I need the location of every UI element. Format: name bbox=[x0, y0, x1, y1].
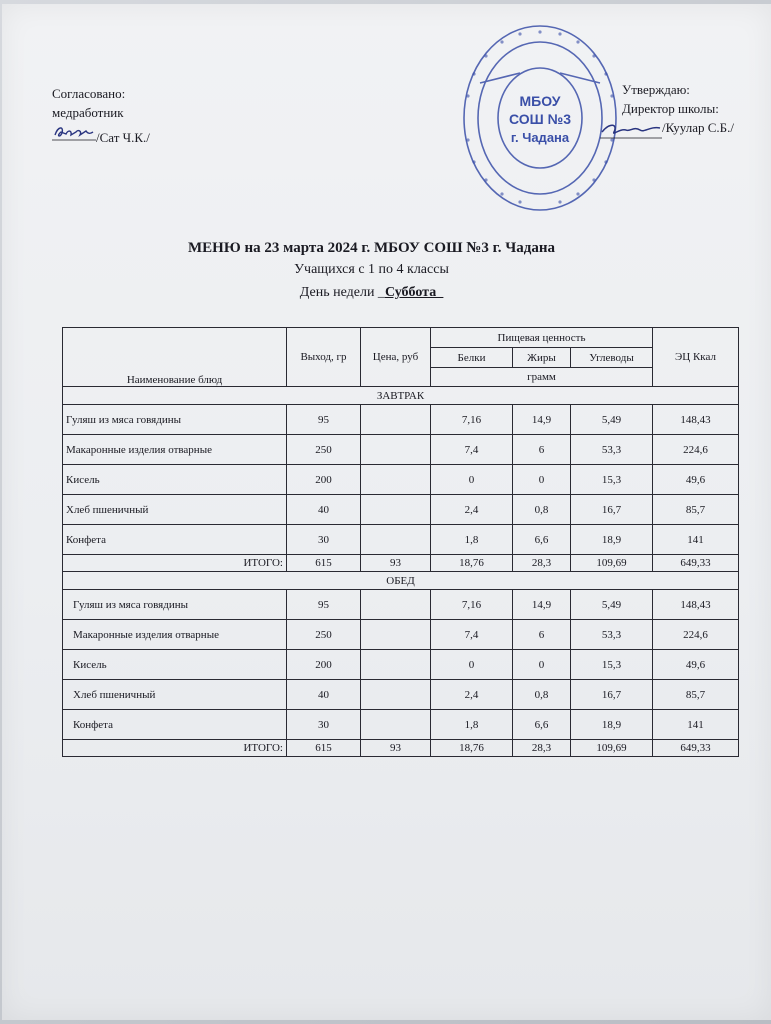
total-price: 93 bbox=[361, 555, 431, 572]
stamp-line-3: г. Чадана bbox=[510, 130, 570, 145]
total-price: 93 bbox=[361, 740, 431, 757]
cell-carbs: 15,3 bbox=[571, 465, 653, 495]
total-fats: 28,3 bbox=[513, 740, 571, 757]
approval-left-name: /Сат Ч.К./ bbox=[96, 130, 150, 145]
cell-output: 95 bbox=[287, 405, 361, 435]
cell-fats: 6 bbox=[513, 435, 571, 465]
dish-name: Конфета bbox=[63, 710, 287, 740]
dish-name: Конфета bbox=[63, 525, 287, 555]
right-signature-scribble-icon bbox=[600, 118, 662, 140]
cell-proteins: 7,4 bbox=[431, 435, 513, 465]
cell-fats: 6,6 bbox=[513, 525, 571, 555]
cell-proteins: 7,4 bbox=[431, 620, 513, 650]
header-price: Цена, руб bbox=[361, 328, 431, 387]
cell-fats: 0,8 bbox=[513, 680, 571, 710]
dish-name: Гуляш из мяса говядины bbox=[63, 405, 287, 435]
cell-price bbox=[361, 465, 431, 495]
dish-name: Макаронные изделия отварные bbox=[63, 435, 287, 465]
total-label: ИТОГО: bbox=[63, 740, 287, 757]
cell-output: 250 bbox=[287, 435, 361, 465]
cell-energy: 224,6 bbox=[653, 435, 739, 465]
cell-output: 200 bbox=[287, 465, 361, 495]
dish-name: Хлеб пшеничный bbox=[63, 495, 287, 525]
cell-output: 95 bbox=[287, 590, 361, 620]
total-proteins: 18,76 bbox=[431, 555, 513, 572]
total-output: 615 bbox=[287, 740, 361, 757]
approval-right-name: /Куулар С.Б./ bbox=[662, 119, 734, 135]
table-row bbox=[63, 525, 739, 555]
cell-carbs: 15,3 bbox=[571, 650, 653, 680]
weekday-value: Суббота_ bbox=[384, 285, 444, 300]
dish-name: Кисель bbox=[63, 650, 287, 680]
menu-table-body bbox=[63, 387, 739, 757]
cell-energy: 148,43 bbox=[653, 405, 739, 435]
total-row bbox=[63, 555, 739, 572]
cell-proteins: 0 bbox=[431, 465, 513, 495]
cell-price bbox=[361, 495, 431, 525]
total-carbs: 109,69 bbox=[571, 740, 653, 757]
cell-energy: 85,7 bbox=[653, 680, 739, 710]
cell-fats: 14,9 bbox=[513, 405, 571, 435]
cell-fats: 0 bbox=[513, 465, 571, 495]
cell-energy: 49,6 bbox=[653, 650, 739, 680]
cell-energy: 49,6 bbox=[653, 465, 739, 495]
cell-output: 200 bbox=[287, 650, 361, 680]
cell-energy: 85,7 bbox=[653, 495, 739, 525]
cell-energy: 141 bbox=[653, 525, 739, 555]
cell-carbs: 53,3 bbox=[571, 620, 653, 650]
cell-price bbox=[361, 650, 431, 680]
table-row bbox=[63, 405, 739, 435]
header-energy: ЭЦ Ккал bbox=[653, 328, 739, 387]
cell-proteins: 1,8 bbox=[431, 525, 513, 555]
header-name: Наименование блюд bbox=[63, 328, 287, 387]
section-title: ОБЕД bbox=[63, 572, 739, 590]
approval-left bbox=[52, 84, 150, 147]
page-subtitle: Учащихся с 1 по 4 классы bbox=[294, 262, 449, 277]
dish-name: Хлеб пшеничный bbox=[63, 680, 287, 710]
dish-name: Кисель bbox=[63, 465, 287, 495]
total-output: 615 bbox=[287, 555, 361, 572]
menu-table bbox=[62, 327, 739, 757]
cell-energy: 148,43 bbox=[653, 590, 739, 620]
menu-table-header bbox=[63, 328, 739, 387]
cell-carbs: 53,3 bbox=[571, 435, 653, 465]
header-output: Выход, гр bbox=[287, 328, 361, 387]
cell-proteins: 1,8 bbox=[431, 710, 513, 740]
approval-right-signature-row bbox=[600, 118, 734, 140]
cell-energy: 224,6 bbox=[653, 620, 739, 650]
cell-price bbox=[361, 590, 431, 620]
cell-output: 30 bbox=[287, 710, 361, 740]
weekday-line bbox=[0, 285, 757, 301]
dish-name: Гуляш из мяса говядины bbox=[63, 590, 287, 620]
weekday-label: День недели _ bbox=[299, 285, 385, 300]
table-row bbox=[63, 465, 739, 495]
cell-carbs: 16,7 bbox=[571, 680, 653, 710]
header-nutrition: Пищевая ценность bbox=[431, 328, 653, 348]
left-signature bbox=[52, 122, 96, 147]
table-row bbox=[63, 620, 739, 650]
header-fats: Жиры bbox=[513, 348, 571, 368]
total-row bbox=[63, 740, 739, 757]
cell-output: 30 bbox=[287, 525, 361, 555]
menu-sheet bbox=[2, 4, 771, 1020]
total-proteins: 18,76 bbox=[431, 740, 513, 757]
header-carbs: Углеводы bbox=[571, 348, 653, 368]
cell-fats: 6,6 bbox=[513, 710, 571, 740]
total-energy: 649,33 bbox=[653, 740, 739, 757]
cell-carbs: 16,7 bbox=[571, 495, 653, 525]
approval-right bbox=[622, 80, 719, 118]
approval-left-signature-row bbox=[52, 122, 150, 147]
cell-fats: 0 bbox=[513, 650, 571, 680]
cell-proteins: 0 bbox=[431, 650, 513, 680]
cell-carbs: 5,49 bbox=[571, 405, 653, 435]
cell-price bbox=[361, 435, 431, 465]
cell-proteins: 7,16 bbox=[431, 590, 513, 620]
table-row bbox=[63, 650, 739, 680]
table-row bbox=[63, 495, 739, 525]
cell-proteins: 2,4 bbox=[431, 495, 513, 525]
cell-output: 40 bbox=[287, 680, 361, 710]
total-label: ИТОГО: bbox=[63, 555, 287, 572]
cell-price bbox=[361, 405, 431, 435]
header-unit: грамм bbox=[431, 368, 653, 387]
cell-fats: 14,9 bbox=[513, 590, 571, 620]
cell-output: 250 bbox=[287, 620, 361, 650]
table-row bbox=[63, 710, 739, 740]
total-fats: 28,3 bbox=[513, 555, 571, 572]
stamp-line-1: МБОУ bbox=[519, 93, 561, 109]
cell-carbs: 5,49 bbox=[571, 590, 653, 620]
approval-right-label: Утверждаю: bbox=[622, 82, 690, 97]
cell-price bbox=[361, 680, 431, 710]
cell-price bbox=[361, 710, 431, 740]
page-title: МЕНЮ на 23 марта 2024 г. МБОУ СОШ №3 г. Чадана bbox=[187, 240, 555, 256]
school-seal-stamp bbox=[460, 18, 620, 218]
cell-fats: 6 bbox=[513, 620, 571, 650]
cell-carbs: 18,9 bbox=[571, 710, 653, 740]
cell-output: 40 bbox=[287, 495, 361, 525]
section-title: ЗАВТРАК bbox=[63, 387, 739, 405]
total-carbs: 109,69 bbox=[571, 555, 653, 572]
cell-fats: 0,8 bbox=[513, 495, 571, 525]
cell-energy: 141 bbox=[653, 710, 739, 740]
cell-proteins: 2,4 bbox=[431, 680, 513, 710]
approval-left-label: Согласовано: bbox=[52, 86, 126, 101]
table-row bbox=[63, 590, 739, 620]
dish-name: Макаронные изделия отварные bbox=[63, 620, 287, 650]
cell-price bbox=[361, 620, 431, 650]
cell-proteins: 7,16 bbox=[431, 405, 513, 435]
header-proteins: Белки bbox=[431, 348, 513, 368]
table-row bbox=[63, 680, 739, 710]
cell-carbs: 18,9 bbox=[571, 525, 653, 555]
approval-left-role: медработник bbox=[52, 105, 124, 120]
stamp-line-2: СОШ №3 bbox=[508, 111, 572, 127]
approval-right-role: Директор школы: bbox=[622, 101, 719, 116]
left-signature-scribble-icon bbox=[52, 122, 96, 142]
section-header-row bbox=[63, 387, 739, 405]
section-header-row bbox=[63, 572, 739, 590]
total-energy: 649,33 bbox=[653, 555, 739, 572]
cell-price bbox=[361, 525, 431, 555]
table-row bbox=[63, 435, 739, 465]
